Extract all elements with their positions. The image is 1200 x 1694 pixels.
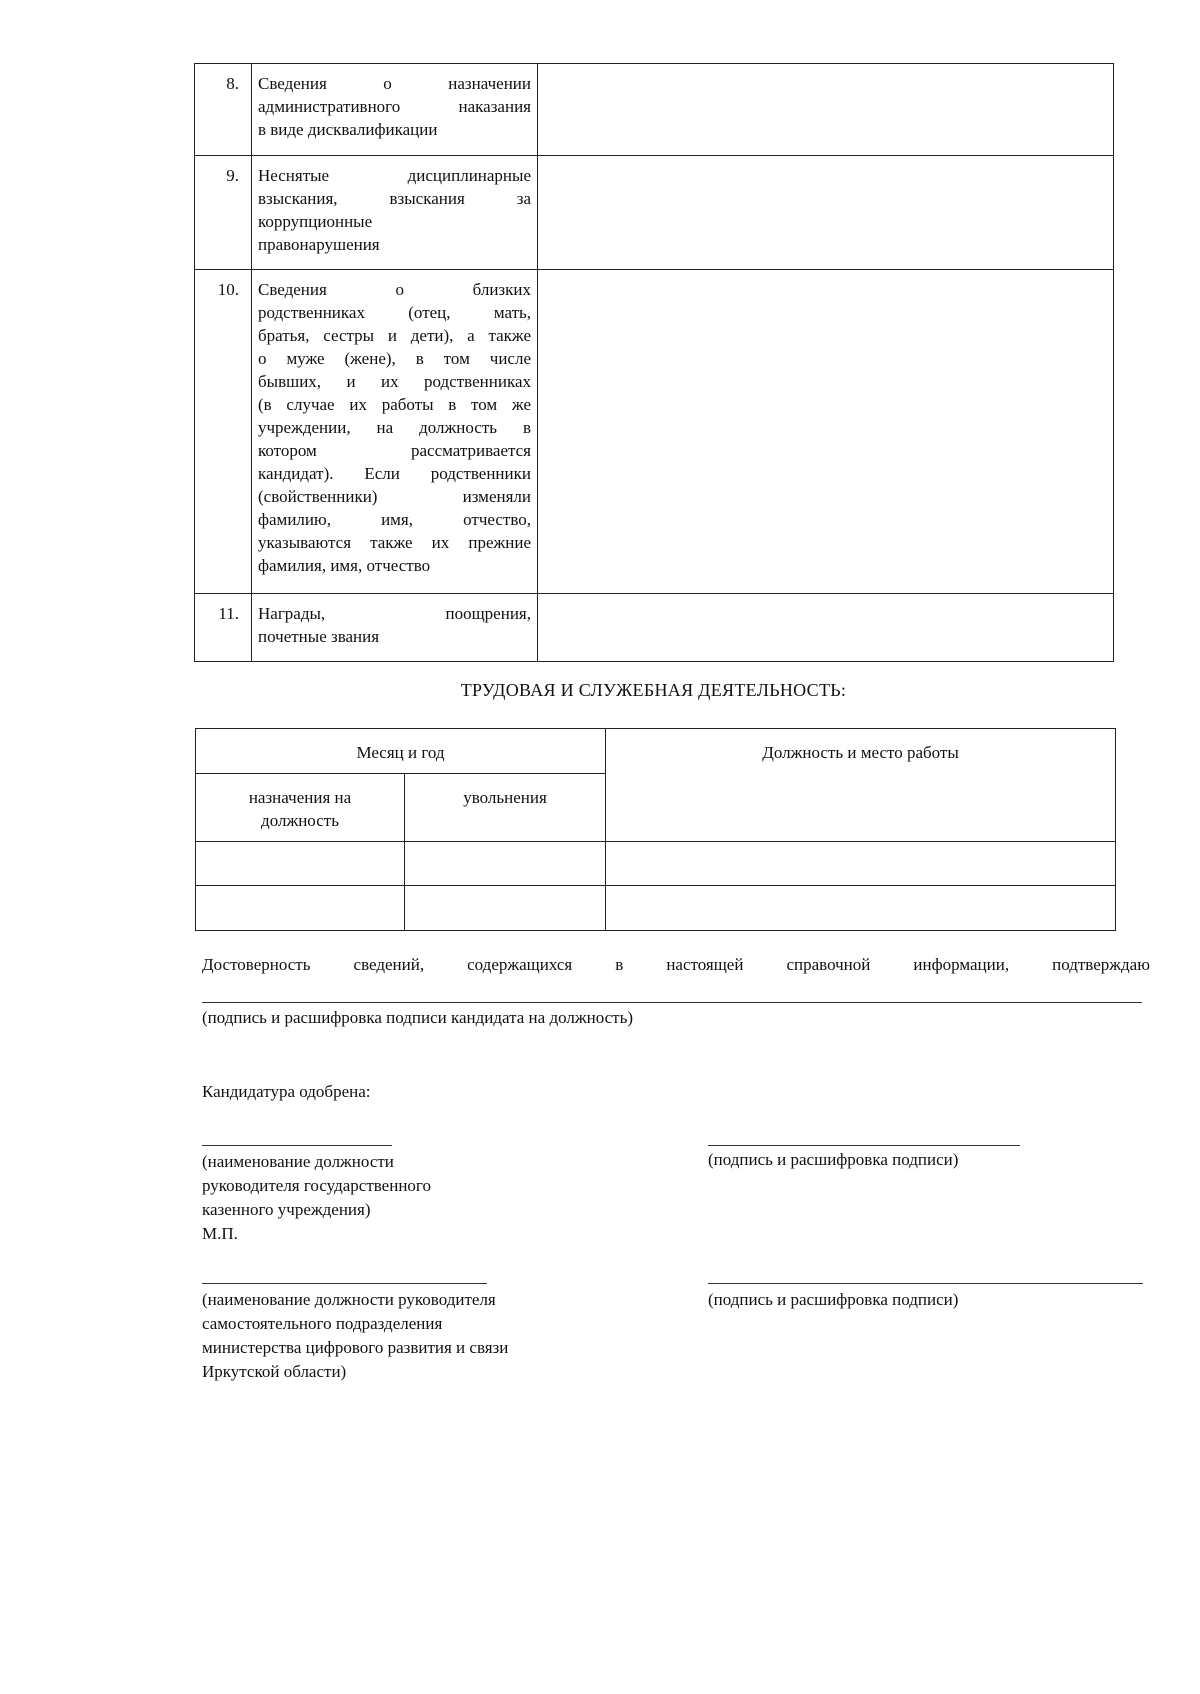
position-caption-line: казенного учреждения)	[202, 1200, 371, 1219]
description-line: (в случае их работы в том же	[258, 395, 531, 414]
position-caption-line: (наименование должности	[202, 1152, 394, 1171]
signature-line[interactable]	[708, 1145, 1020, 1146]
description-line: в виде дисквалификации	[258, 120, 438, 139]
position-place-header: Должность и место работы	[606, 729, 1116, 842]
row-description	[252, 156, 538, 270]
position-caption-line: самостоятельного подразделения	[202, 1314, 443, 1333]
description-line: Сведения о назначении	[258, 74, 531, 93]
description-line: братья, сестры и дети), а также	[258, 326, 531, 345]
table-row	[195, 156, 1114, 270]
signature-block-1-position	[202, 1150, 431, 1246]
description-line: родственниках (отец, мать,	[258, 303, 531, 322]
description-line: Награды, поощрения,	[258, 604, 531, 623]
description-line: указываются также их прежние	[258, 533, 531, 552]
row-value[interactable]	[538, 270, 1114, 594]
row-number: 8.	[195, 64, 252, 156]
position-line[interactable]	[202, 1145, 392, 1146]
dismissal-cell[interactable]	[405, 842, 606, 886]
appointment-cell[interactable]	[196, 842, 405, 886]
position-caption-line: (наименование должности руководителя	[202, 1290, 496, 1309]
description-line: почетные звания	[258, 627, 380, 646]
description-line: бывших, и их родственниках	[258, 372, 531, 391]
signature-caption: (подпись и расшифровка подписи)	[708, 1150, 959, 1169]
row-number: 10.	[195, 270, 252, 594]
description-line: учреждении, на должность в	[258, 418, 531, 437]
position-caption-line: Иркутской области)	[202, 1362, 347, 1381]
signature-caption: (подпись и расшифровка подписи)	[708, 1290, 959, 1309]
description-line: фамилия, имя, отчество	[258, 556, 431, 575]
confirmation-word: сведений,	[353, 955, 425, 974]
row-description	[252, 594, 538, 662]
confirmation-word: настоящей	[666, 955, 744, 974]
description-line: о муже (жене), в том числе	[258, 349, 531, 368]
position-line[interactable]	[202, 1283, 487, 1284]
description-line: взыскания, взыскания за	[258, 189, 531, 208]
info-table	[194, 63, 1114, 662]
dismissal-header: увольнения	[405, 774, 606, 842]
appointment-cell[interactable]	[196, 886, 405, 931]
description-line: Неснятые дисциплинарные	[258, 166, 531, 185]
description-line: кандидат). Если родственники	[258, 464, 531, 483]
position-cell[interactable]	[606, 886, 1116, 931]
signature-block-2-position	[202, 1288, 508, 1384]
confirmation-word: подтверждаю	[1052, 955, 1150, 974]
row-description	[252, 270, 538, 594]
row-value[interactable]	[538, 594, 1114, 662]
description-line: правонарушения	[258, 235, 380, 254]
description-line: котором рассматривается	[258, 441, 531, 460]
confirmation-statement	[202, 955, 1150, 975]
table-row	[196, 886, 1116, 931]
signature-line[interactable]	[708, 1283, 1143, 1284]
description-line: административного наказания	[258, 97, 531, 116]
month-year-header: Месяц и год	[196, 729, 606, 774]
description-line: Сведения о близких	[258, 280, 531, 299]
confirmation-word: справочной	[786, 955, 871, 974]
confirmation-word: содержащихся	[467, 955, 573, 974]
work-history-table	[195, 728, 1116, 931]
description-line: (свойственники) изменяли	[258, 487, 531, 506]
position-cell[interactable]	[606, 842, 1116, 886]
section-title: ТРУДОВАЯ И СЛУЖЕБНАЯ ДЕЯТЕЛЬНОСТЬ:	[460, 680, 847, 700]
row-value[interactable]	[538, 64, 1114, 156]
table-row	[196, 842, 1116, 886]
row-description	[252, 64, 538, 156]
table-row	[195, 594, 1114, 662]
row-number: 11.	[195, 594, 252, 662]
candidate-signature-line[interactable]	[202, 1002, 1142, 1003]
position-caption-line: руководителя государственного	[202, 1176, 431, 1195]
row-number: 9.	[195, 156, 252, 270]
description-line: коррупционные	[258, 212, 373, 231]
stamp-label: М.П.	[202, 1224, 238, 1243]
candidate-signature-caption: (подпись и расшифровка подписи кандидата на должность)	[202, 1008, 634, 1027]
table-row	[195, 64, 1114, 156]
confirmation-word: информации,	[913, 955, 1010, 974]
approved-label: Кандидатура одобрена:	[202, 1082, 371, 1101]
appointment-header: назначения на должность	[196, 774, 405, 842]
confirmation-word: в	[615, 955, 624, 974]
row-value[interactable]	[538, 156, 1114, 270]
header-row	[196, 729, 1116, 774]
confirmation-word: Достоверность	[202, 955, 311, 974]
table-row	[195, 270, 1114, 594]
position-caption-line: министерства цифрового развития и связи	[202, 1338, 509, 1357]
description-line: фамилию, имя, отчество,	[258, 510, 531, 529]
dismissal-cell[interactable]	[405, 886, 606, 931]
